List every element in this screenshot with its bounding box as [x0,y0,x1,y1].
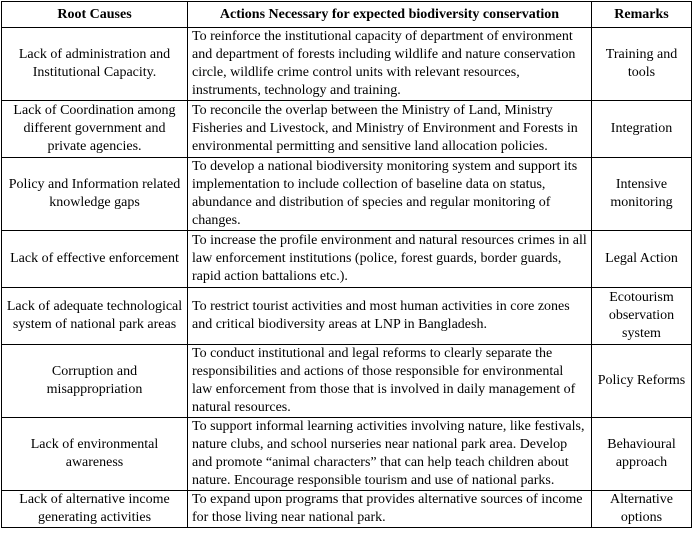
remark-cell: Intensive monitoring [592,158,692,231]
remark-cell: Training and tools [592,28,692,101]
root-cause-cell: Lack of effective enforcement [2,231,188,288]
table-row [2,158,692,231]
remark-cell: Behavioural approach [592,418,692,491]
header-root-causes: Root Causes [2,2,188,28]
table-row [2,491,692,528]
conservation-table [1,1,692,528]
action-cell: To develop a national biodiversity monitoring system and support its implementation to include collection of baseline data on status, abundance and distribution of species and regular monitoring of changes. [188,158,592,231]
action-cell: To reinforce the institutional capacity of department of environment and department of forests including wildlife and nature conservation circle, wildlife crime control units with relevant resources, instruments, technology and training. [188,28,592,101]
table-row [2,288,692,345]
table-row [2,101,692,158]
root-cause-cell: Lack of Coordination among different government and private agencies. [2,101,188,158]
table-row [2,345,692,418]
action-cell: To conduct institutional and legal reforms to clearly separate the responsibilities and actions of those responsible for environmental law enforcement from those that is involved in daily management of natural resources. [188,345,592,418]
remark-cell: Integration [592,101,692,158]
remark-cell: Ecotourism observation system [592,288,692,345]
header-actions: Actions Necessary for expected biodiversity conservation [188,2,592,28]
table-row [2,231,692,288]
root-cause-cell: Corruption and misappropriation [2,345,188,418]
remark-cell: Legal Action [592,231,692,288]
header-remarks: Remarks [592,2,692,28]
root-cause-cell: Lack of administration and Institutional Capacity. [2,28,188,101]
table-row [2,418,692,491]
root-cause-cell: Policy and Information related knowledge gaps [2,158,188,231]
action-cell: To support informal learning activities involving nature, like festivals, nature clubs, and school nurseries near national park area. Develop and promote “animal characters” that can help teach children about nature. Encourage responsible tourism and use of national parks. [188,418,592,491]
header-row [2,2,692,28]
action-cell: To restrict tourist activities and most human activities in core zones and critical biodiversity areas at LNP in Bangladesh. [188,288,592,345]
action-cell: To increase the profile environment and natural resources crimes in all law enforcement institutions (police, forest guards, border guards, rapid action battalions etc.). [188,231,592,288]
action-cell: To expand upon programs that provides alternative sources of income for those living near national park. [188,491,592,528]
root-cause-cell: Lack of adequate technological system of national park areas [2,288,188,345]
remark-cell: Policy Reforms [592,345,692,418]
root-cause-cell: Lack of environmental awareness [2,418,188,491]
table-row [2,28,692,101]
action-cell: To reconcile the overlap between the Ministry of Land, Ministry Fisheries and Livestock, and Ministry of Environment and Forests in environmental permitting and sensitive land allocation policies. [188,101,592,158]
remark-cell: Alternative options [592,491,692,528]
root-cause-cell: Lack of alternative income generating activities [2,491,188,528]
